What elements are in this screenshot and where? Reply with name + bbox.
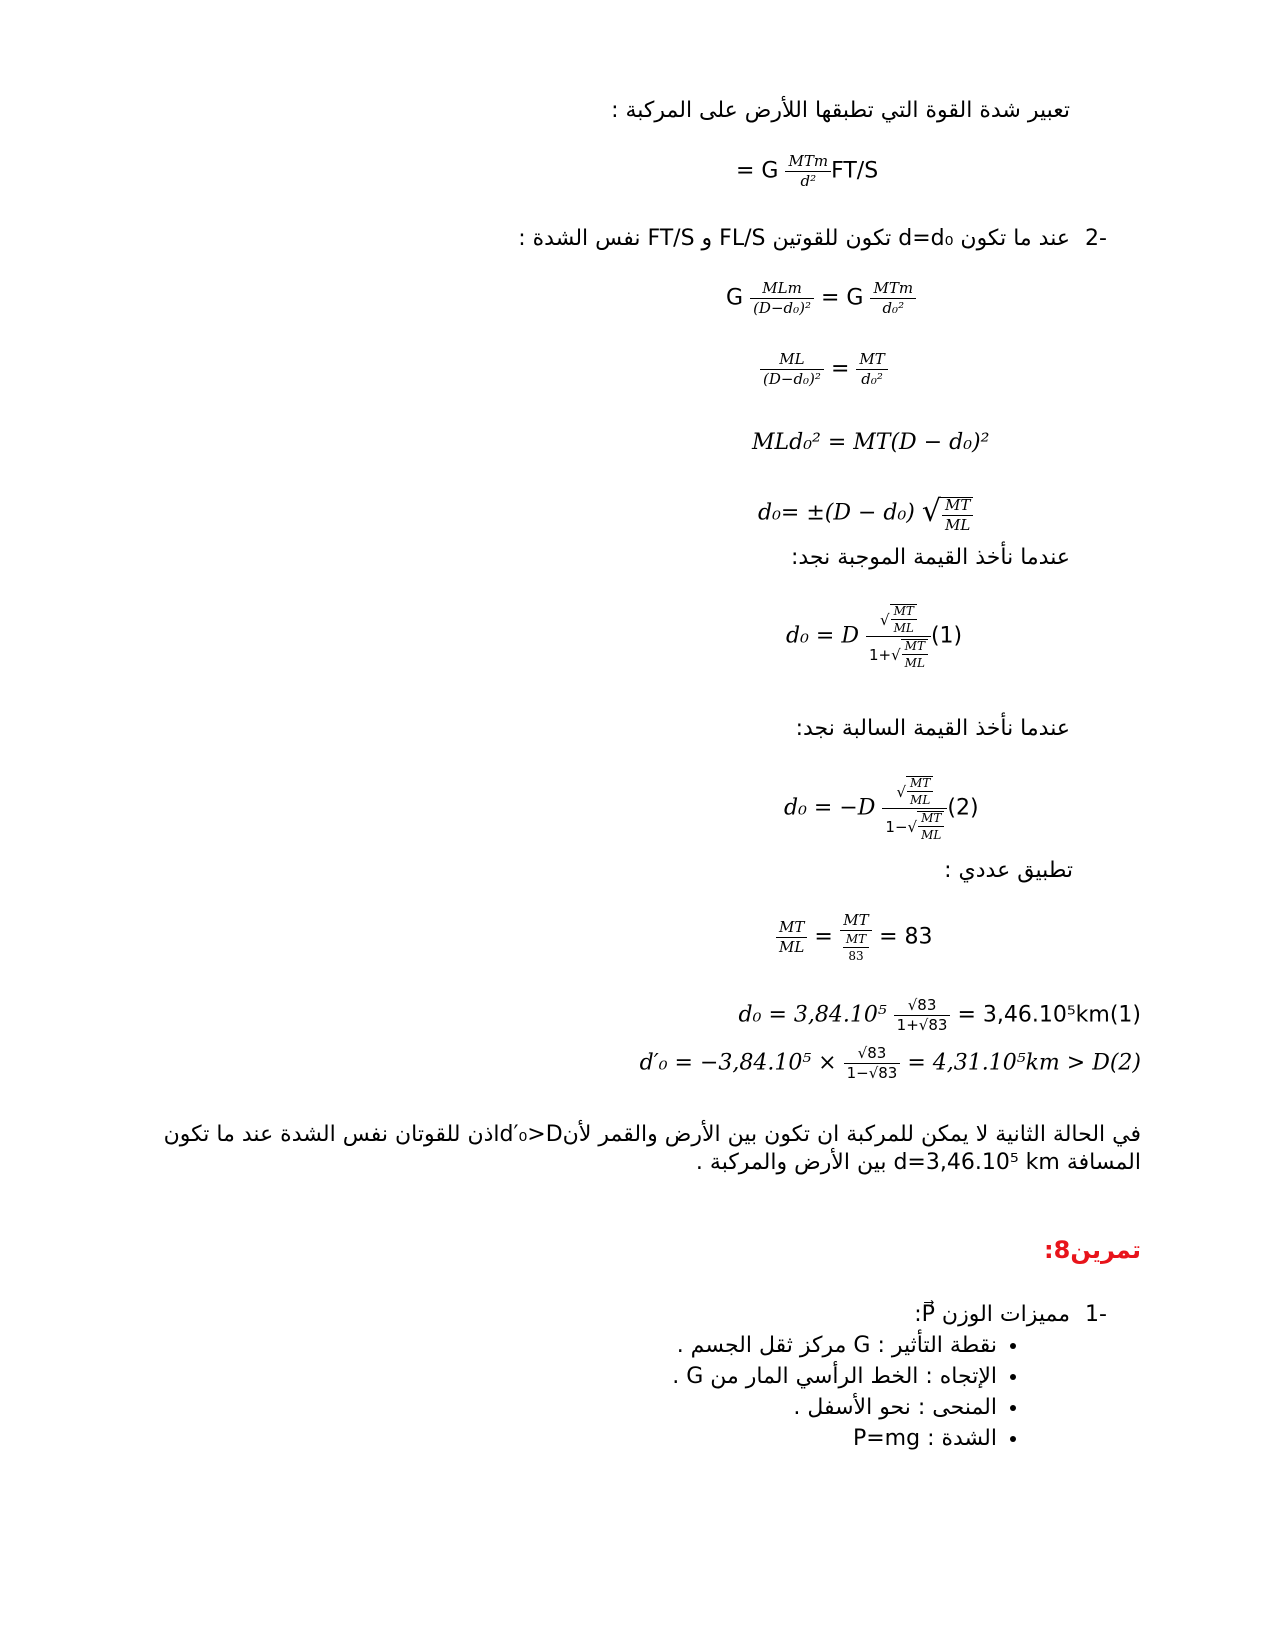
- d0-prime-num: √83: [844, 1046, 901, 1064]
- negative-num-rad-den: ML: [910, 793, 931, 807]
- negative-fraction: √ $\frac{MT}{ML}$ 1−√ $\frac{MT}{ML}$: [882, 776, 947, 841]
- eq1-eq: = G: [821, 285, 864, 311]
- negative-value-label: عندما نأخذ القيمة السالبة نجد:: [795, 716, 1070, 741]
- eq2-den-right: d₀²: [861, 370, 883, 388]
- negative-d0-equation: [784, 776, 979, 841]
- d0-lhs: d₀ = 3,84.10⁵: [738, 1002, 887, 1028]
- d0-result: = 3,46.10⁵km(1): [957, 1002, 1141, 1028]
- d0-num: √83: [894, 998, 951, 1016]
- eq4-lhs: d₀= ±(D − d₀): [758, 500, 915, 526]
- positive-value-label: عندما نأخذ القيمة الموجبة نجد:: [790, 545, 1070, 570]
- ratio-den2-den: 83: [848, 949, 864, 963]
- eq4-rad-den: ML: [945, 516, 971, 534]
- ratio-eq: =: [814, 924, 833, 950]
- step2-number: -2: [1085, 226, 1107, 251]
- square-root-equation: [758, 494, 973, 533]
- list-item: • الشدة : P=mg: [672, 1423, 997, 1454]
- ratio-left-fraction: [776, 920, 807, 955]
- d0-prime-fraction: [844, 1046, 901, 1081]
- conclusion-line-1: في الحالة الثانية لا يمكن للمركبة ان تكون بين الأرض والقمر لأنd′₀>Dاذن للقوتان نفس الشدة عند ما تكون: [163, 1122, 1141, 1147]
- numeric-application-label: تطبيق عددي :: [944, 858, 1073, 883]
- force-eq-rhs: FT/S: [831, 158, 879, 184]
- eq1-den-left: (D−d₀)²: [753, 299, 811, 317]
- ratio-result: = 83: [879, 924, 933, 950]
- d0-prime-result: = 4,31.10⁵km > D(2): [907, 1050, 1141, 1076]
- positive-d0-equation: [786, 604, 962, 669]
- ratio-right-fraction: [840, 913, 872, 962]
- positive-den-rad-num: MT: [902, 640, 928, 655]
- conclusion-line-2: المسافة d=3,46.10⁵ km بين الأرض والمركبة .: [695, 1150, 1141, 1175]
- force-expression-title: تعبير شدة القوة التي تطبقها اللأرض على المركبة :: [611, 98, 1070, 123]
- cross-multiplied-equation: MLd₀² = MT(D − d₀)²: [752, 430, 990, 455]
- step2-text: عند ما تكون d=d₀ تكون للقوتين FL/S و FT/S نفس الشدة :: [518, 226, 1070, 251]
- eq2-eq: =: [830, 356, 850, 382]
- list-item: • الإتجاه : الخط الرأسي المار من G .: [672, 1361, 997, 1392]
- negative-den-prefix: 1−: [885, 818, 908, 836]
- weight-characteristics-title: مميزات الوزن P⃗:: [914, 1302, 1070, 1327]
- eq1-right-fraction: [870, 281, 916, 316]
- d0-fraction: [894, 998, 951, 1033]
- positive-lhs: d₀ = D: [786, 623, 859, 649]
- positive-den-prefix: 1+: [868, 646, 892, 664]
- d0-prime-numeric-equation: [640, 1046, 1141, 1081]
- eq1-num-left: MLm: [750, 281, 814, 299]
- ratio-den: ML: [779, 938, 805, 956]
- equal-forces-equation: [726, 281, 916, 316]
- force-equation: [736, 154, 878, 189]
- eq1-den-right: d₀²: [882, 299, 905, 317]
- exercise-8-title: تمرين8:: [1044, 1236, 1141, 1264]
- positive-tag: (1): [930, 623, 963, 649]
- positive-num-rad-den: ML: [893, 621, 914, 635]
- list-item: • المنحى : نحو الأسفل .: [672, 1392, 997, 1423]
- eq2-num-right: MT: [856, 352, 887, 370]
- eq2-left-fraction: [760, 352, 824, 387]
- ratio-den2-num: MT: [843, 933, 869, 948]
- force-eq-lhs: = G: [736, 158, 779, 184]
- force-eq-fraction: [785, 154, 831, 189]
- d0-prime-lhs: d′₀ = −3,84.10⁵ ×: [639, 1050, 837, 1076]
- eq2-num-left: ML: [760, 352, 824, 370]
- eq2-den-left: (D−d₀)²: [763, 370, 821, 388]
- negative-lhs: d₀ = −D: [784, 795, 876, 821]
- mass-ratio-equation: [760, 352, 888, 387]
- eq2-right-fraction: [856, 352, 887, 387]
- negative-tag: (2): [947, 795, 979, 821]
- eq1-left-fraction: [750, 281, 814, 316]
- force-eq-den: d²: [800, 172, 817, 190]
- d0-prime-den: 1−√83: [846, 1064, 898, 1082]
- list-item: • نقطة التأثير : G مركز ثقل الجسم .: [672, 1330, 997, 1361]
- positive-den-rad-den: ML: [904, 656, 925, 670]
- negative-num-rad-num: MT: [907, 777, 933, 792]
- weight-characteristics-list: [672, 1330, 1037, 1454]
- negative-den-rad-den: ML: [921, 828, 942, 842]
- ratio-num2: MT: [840, 913, 872, 931]
- negative-den-rad-num: MT: [918, 812, 944, 827]
- eq4-rad-num: MT: [942, 498, 973, 516]
- positive-fraction: √ $\frac{MT}{ML}$ 1+√ $\frac{MT}{ML}$: [866, 604, 931, 669]
- force-eq-num: MTm: [785, 154, 831, 172]
- d0-numeric-equation: [739, 998, 1141, 1033]
- ratio-num: MT: [776, 920, 807, 938]
- mass-ratio-numeric: [776, 913, 933, 962]
- d0-den: 1+√83: [896, 1016, 948, 1034]
- exercise-8-item-number: -1: [1085, 1302, 1107, 1327]
- eq1-num-right: MTm: [870, 281, 916, 299]
- positive-num-rad-num: MT: [891, 605, 917, 620]
- eq1-g: G: [726, 285, 744, 311]
- eq4-radical: √ $\frac{MT}{ML}$: [922, 494, 974, 533]
